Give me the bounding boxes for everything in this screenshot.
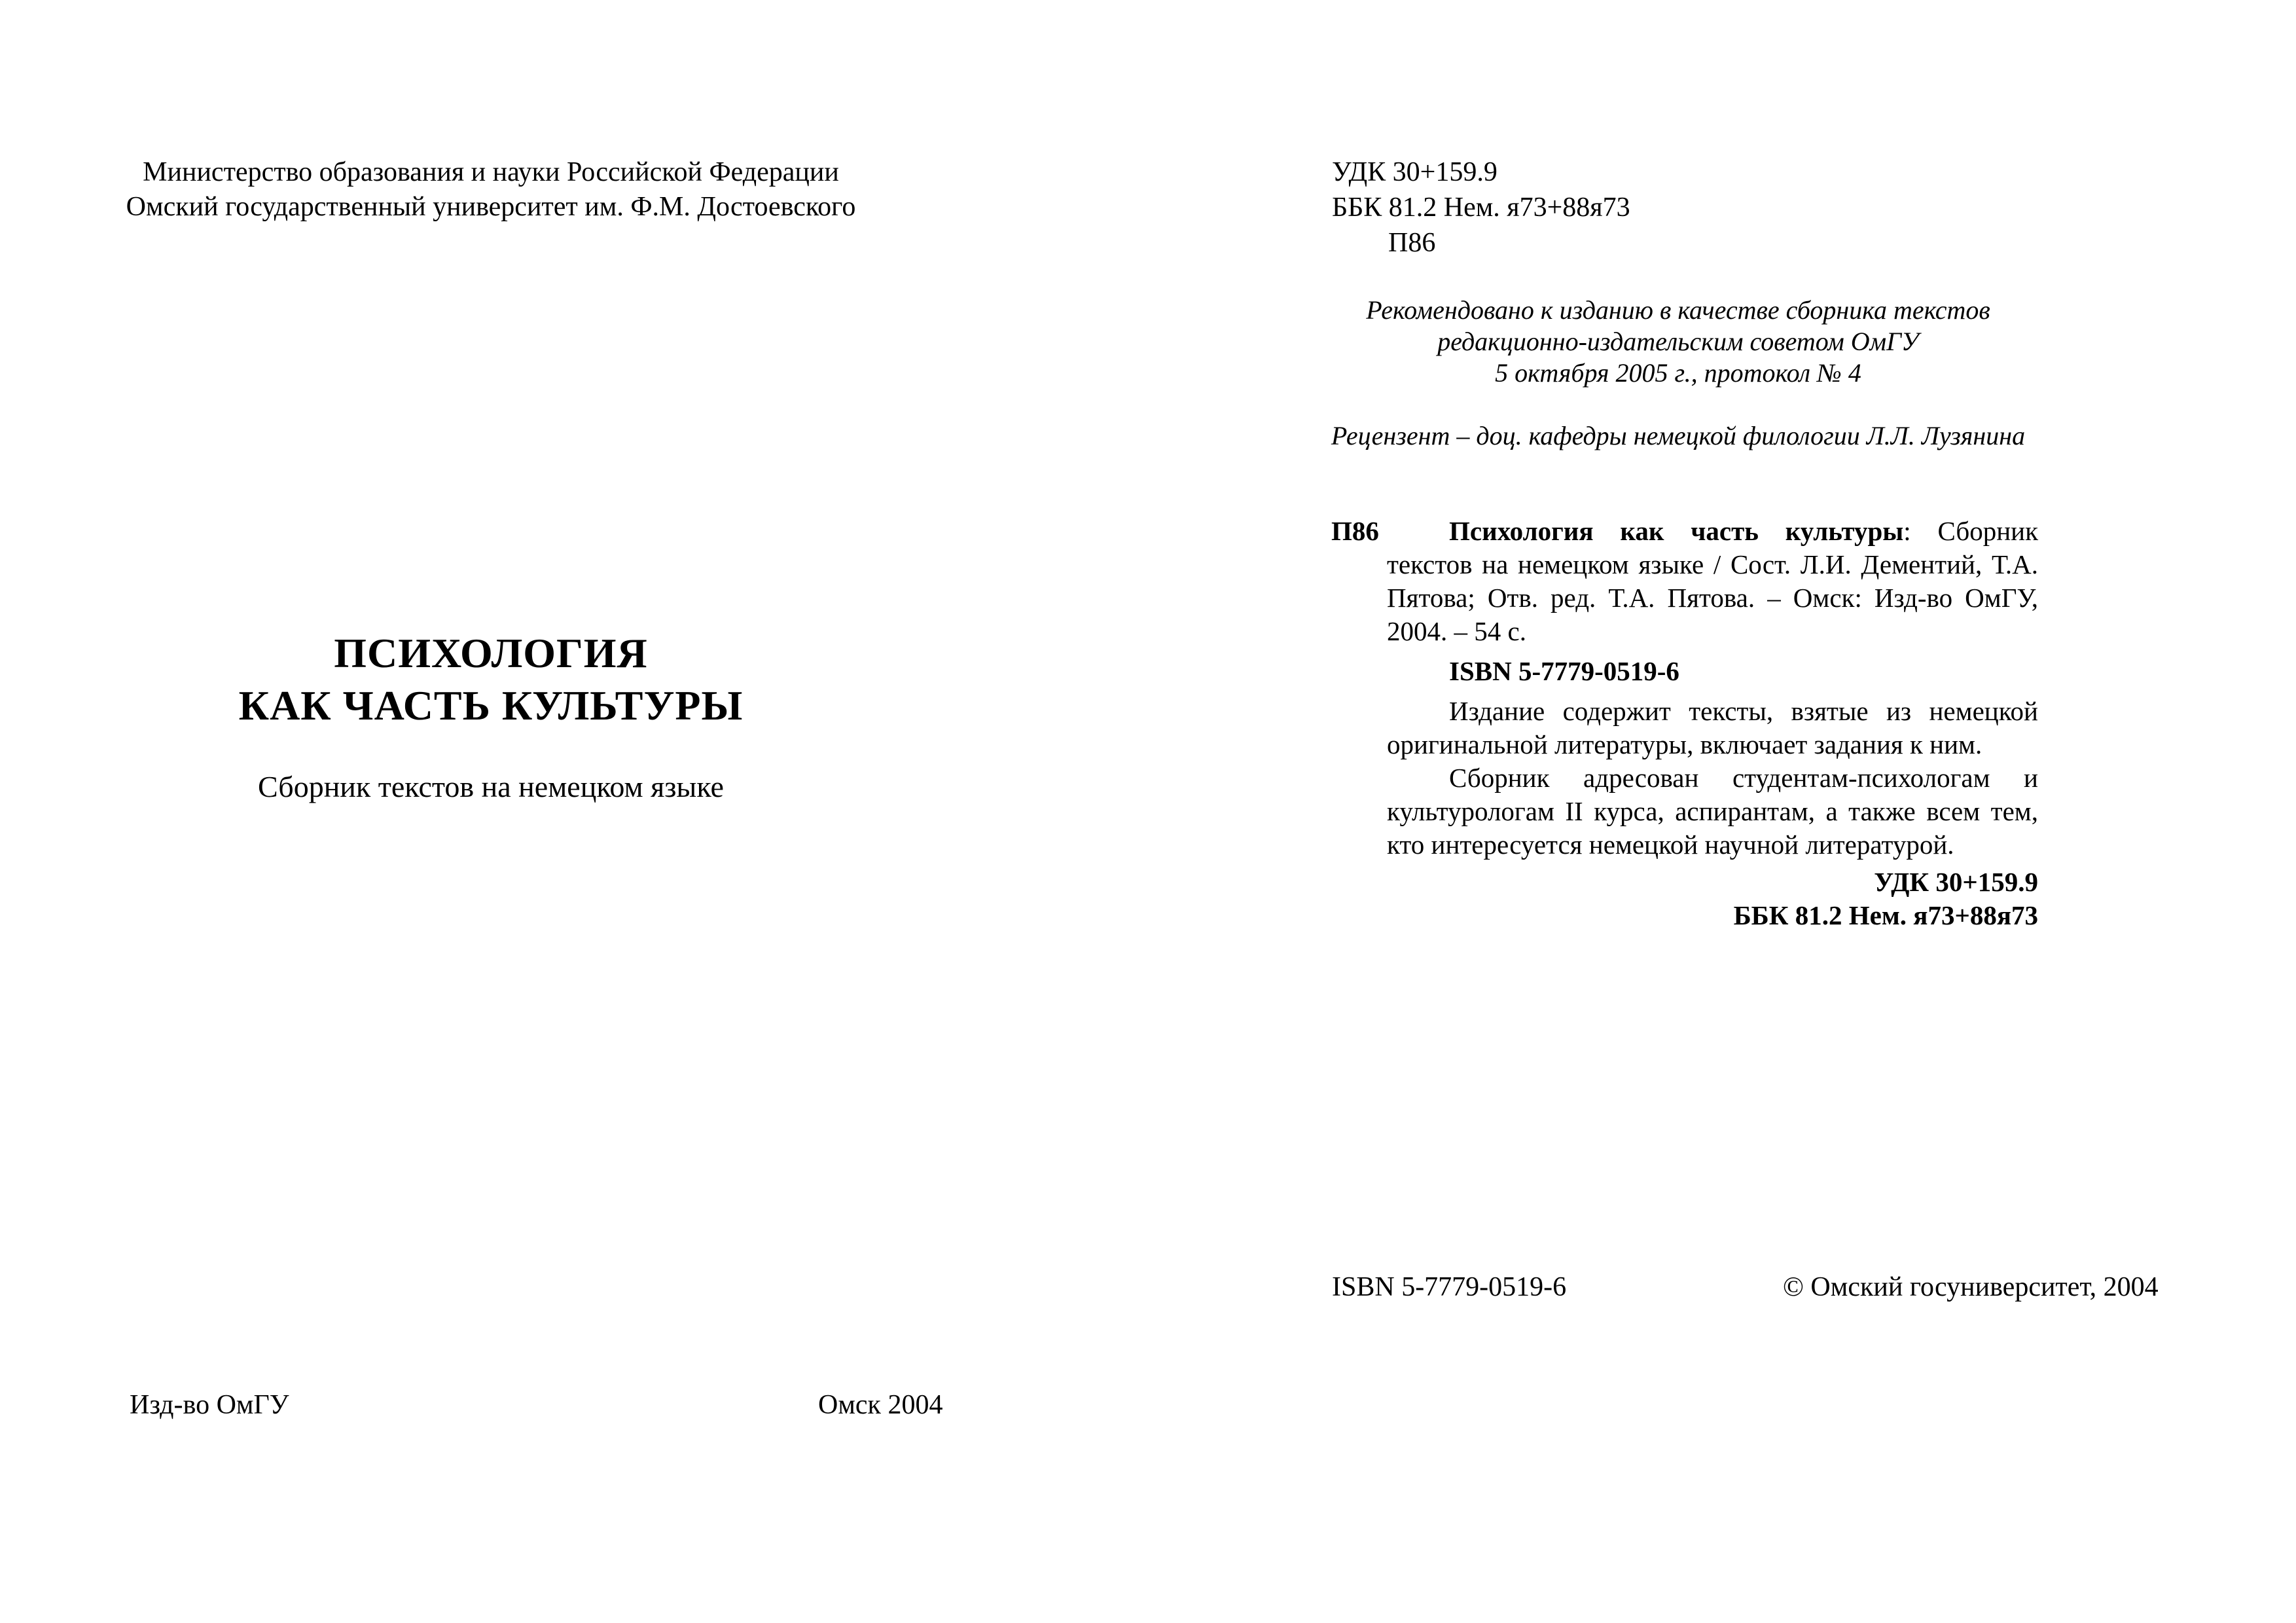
catalog-card	[1331, 515, 2038, 932]
book-title-line2: КАК ЧАСТЬ КУЛЬТУРЫ	[238, 682, 744, 729]
university-name: Омский государственный университет им. Ф.М. Достоевского	[126, 192, 856, 222]
ministry-name: Министерство образования и науки Российской Федерации	[143, 157, 839, 187]
copyright-notice: © Омский госуниверситет, 2004	[1783, 1272, 2159, 1302]
right-page	[1148, 0, 2296, 1623]
card-description: : Сборник текстов на немецком языке / Сост. Л.И. Дементий, Т.А. Пятова; Отв. ред. Т.А. Пятова. – Омск: Изд-во ОмГУ, 2004. – 54 с.	[1387, 516, 2039, 646]
publisher: Изд-во ОмГУ	[130, 1390, 289, 1420]
recommendation-line: 5 октября 2005 г., протокол № 4	[1495, 358, 1861, 388]
card-bbk: ББК 81.2 Нем. я73+88я73	[1733, 900, 2038, 930]
isbn-footer: ISBN 5-7779-0519-6	[1332, 1272, 1567, 1302]
institution-header	[0, 155, 982, 225]
card-isbn: ISBN 5-7779-0519-6	[1449, 656, 1679, 686]
place-year: Омск 2004	[818, 1390, 943, 1420]
book-title-line1: ПСИХОЛОГИЯ	[334, 630, 648, 676]
reviewer-note: Рецензент – доц. кафедры немецкой филологии Л.Л. Лузянина	[1331, 421, 2026, 450]
author-mark: П86	[1388, 228, 1436, 258]
card-bibliographic-entry	[1387, 515, 2038, 648]
book-subtitle: Сборник текстов на немецком языке	[258, 770, 724, 803]
book-title	[0, 627, 982, 732]
card-annotation: Сборник адресован студентам-психологам и культурологам II курса, аспирантам, а также всем тем, кто интересуется немецкой научной литературой.	[1387, 763, 2038, 860]
card-author-mark: П86	[1331, 516, 1379, 546]
udk-code: УДК 30+159.9	[1332, 157, 1498, 187]
card-annotation: Издание содержит тексты, взятые из немецкой оригинальной литературы, включает задания к ним.	[1387, 696, 2038, 759]
recommendation-note	[1312, 295, 2045, 389]
card-title: Психология как часть культуры	[1449, 516, 1904, 546]
card-udk: УДК 30+159.9	[1874, 867, 2038, 897]
recommendation-line: редакционно-издательским советом ОмГУ	[1437, 327, 1919, 356]
recommendation-line: Рекомендовано к изданию в качестве сборника текстов	[1366, 295, 1990, 325]
bbk-code: ББК 81.2 Нем. я73+88я73	[1332, 192, 1630, 223]
